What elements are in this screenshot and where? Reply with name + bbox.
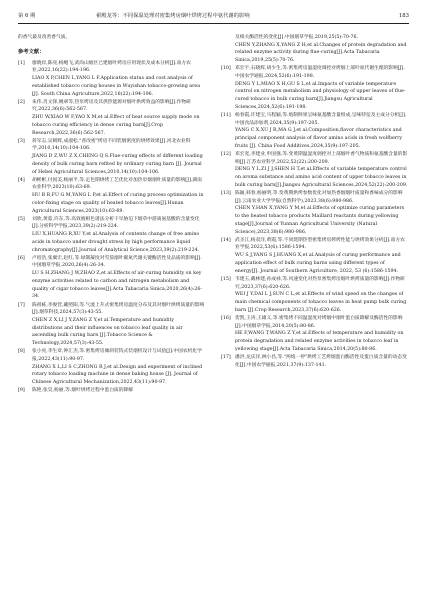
reference-number: [17] xyxy=(221,354,231,360)
reference-number: [10] xyxy=(221,66,231,72)
right-column xyxy=(221,34,409,589)
reference-number: [7] xyxy=(18,302,25,308)
reference-chinese-text: 陈颖,韩春,杨丽明,等.变黄期烘烤参数优化对加热香烟烟叶质量和香味成分的影响[J].云南农业大学学报(自然科学),2023,38(6):980-986. xyxy=(235,191,403,204)
reference-number: [6] xyxy=(18,255,25,261)
reference-entry xyxy=(221,151,409,190)
reference-number: [15] xyxy=(221,276,231,282)
reference-english-text: CHEN Z X,LI J Y,ZANG Z Y,et al.Temperature and humidity distributions and their influences on tobacco leaf quality in air ascending bulk curing barn [J].Tobacco Science & Technology,2024,57(3):43-55. xyxy=(32,317,183,347)
reference-entry xyxy=(18,302,206,348)
reference-english-text: ZHU W,XIAO W F,YAO X M,et al.Effect of heat source supply mode on tobacco curing efficiency in dense curing barn[J].Crop Research,2022,36(6):562-567. xyxy=(32,115,200,136)
reference-entry xyxy=(18,99,206,138)
left-column xyxy=(18,34,206,589)
reference-number: [8] xyxy=(18,349,25,355)
reference-chinese-text: 杨春霞,许建宝,马程颖,等.炮制鲜果呈味氨基酸含量组成,呈味特征及主成分分析[J].中国食品添加剂,2024,35(9):197-205. xyxy=(235,113,407,126)
reference-number: [16] xyxy=(221,315,231,321)
reference-chinese-text: 韦建玉,戴林建,孙成禄,等.风速变化对热泵密集烤房烟叶烘烤质量的影响[J].作物研究,2023,37(6):620-626. xyxy=(235,276,405,290)
reference-chinese-text: 邓宏宇,石晓辉,胡少生,等.密集烤房温湿度调控对烤烟上部叶氮代谢生理的影响[J].中国农学通报,2024,52(6):191-198. xyxy=(235,66,405,80)
header-rule xyxy=(18,23,409,24)
reference-entry xyxy=(221,237,409,276)
reference-entry xyxy=(18,216,206,255)
reference-chinese-text: 张小亮,李生章,钟汇杰,等.密集烤房倾斜装钩式装烟机设计与试验[J].中国农机化学报,2022,43(11):90-97. xyxy=(32,349,202,362)
reference-chinese-text: 胡彬彬,付国美,杨丽平,等.定色期烘烤工艺优化对加热泵烟烟叶质量的影响[J].湖南农业科学,2023(10):63-69. xyxy=(32,177,202,191)
reference-english-text: WU S J,YANG S J,HUANG X,et al.Analysis of curing performance and application effect of bulk curing barns using different types of energy[J]. Journal of Southern Agriculture, 2022, 53 (6):1586-1594. xyxy=(235,253,401,274)
reference-chinese-text: 武圣江,杨双洋,黄霞,等.不同烧期热型密集烤房烤烤性能与烘烤效果分析[J].南方农业学报,2022,53(6):1586-1594. xyxy=(235,237,405,251)
reference-number: [12] xyxy=(221,152,231,158)
reference-number: [2] xyxy=(18,99,25,105)
reference-entry xyxy=(18,60,206,99)
reference-entry xyxy=(18,348,206,387)
reference-english-text: YANG C X,XU J R,MA G J,et al.Composition,flavor characteristics and principal component analysis of flavor amino acids in fresh wolfberry fruits [J]. China Food Additives,2024,35(9):197-205. xyxy=(235,128,403,149)
reference-number: [5] xyxy=(18,216,25,222)
reference-english-text: DENG Y L,ZI J J,SHEN H T,et al.Effects of variable temperature control on aroma substance and amino acid content of upper tobacco leaves in bulk curing barn[J].Jiangsu Agricultural Sciences,2024,52(22):200-209. xyxy=(235,167,408,188)
reference-entry xyxy=(18,255,206,301)
reference-english-text: LU S H,ZHANG J W,ZHAO Z,et al.Effects of air-curing humidity on key enzyme activities related to carbon and nitrogen metabolism and quality of cigar tobacco leaves[J].Acta Tabacaria Sinica,2020,26(4):26-34. xyxy=(32,271,203,300)
reference-chinese-text: 刘欣,黄茹,许东,等.高效液相色谱法分析干旱胁迫下烟草中游离氨基酸的含量变化[J].分析科学学报,2023,39(2):219-224. xyxy=(32,216,200,230)
reference-chinese-text: 邓宏宽,李建业,申国强,等.变黄期温湿度调控对上部烟叶香气物质和氨基酸含量的影响[J].江苏农业科学,2022,52(22):200-209. xyxy=(235,152,408,165)
references-heading: 参考文献： xyxy=(18,48,45,55)
page-number: 183 xyxy=(398,13,409,19)
reference-number: [11] xyxy=(221,113,231,119)
reference-entry xyxy=(221,315,409,354)
reference-list-left xyxy=(18,60,206,395)
reference-number: [13] xyxy=(221,191,231,197)
reference-english-text: DENG Y L,MIAO X H,GU S L,et al.Impacts of variable temperature control on nitrogen metabolism and physiology of upper leaves of flue-cured tobacco in bulk curing barn[J].Jiangsu Agricultural Sciences,2024,52(6):191-198. xyxy=(235,81,406,110)
reference-entry xyxy=(221,112,409,151)
reference-english-text: CHEN Y,ZHANG X,YANG Z H,et al.Changes of protein degradation and related enzyme activity during flue-curing[J].Acta Tabacaria Sinica,2019,25(5):70-76. xyxy=(235,42,407,64)
running-title: 翟殿龙等：不同保温处理对密集烤房烟叶烘烤过程中氨代谢的影响 xyxy=(96,13,250,19)
reference-english-text: ZHANG X L,LI S C,ZHONG R J,et al.Design and experiment of inclined rotary tobacco loading machine in dense baking house [J]. Journal of Chinese Agricultural Mechanization,2022,43(11):90-97. xyxy=(32,364,203,386)
issue-number: 第 6 期 xyxy=(18,13,36,19)
reference-entry xyxy=(221,354,409,369)
reference-chinese-text: 陈祖栋,李俊营,藏照阳,等.气流上升式密集烤房温度分布及其对烟叶烘烤质量的影响[J].烟草科技,2024,57(3):43-55. xyxy=(32,302,205,316)
reference-chinese-text: 朱伟,肖文锋,姚翠等,热泵烤房及其供热能源对烟叶烘烤效益的影响[J].作物研究,2022,36(6):562-567. xyxy=(32,99,191,113)
reference-chinese-text: 贺凯,王涛,王雄义,等.密集烤不同温湿度对烤烟中烟叶蛋白质降解及酶活性的影响[J].中国烟草学报,2014,20(5):80-86. xyxy=(235,315,403,329)
reference-number: [3] xyxy=(18,138,25,144)
reference-number: [1] xyxy=(18,60,25,66)
reference-entry xyxy=(221,276,409,315)
reference-number: [4] xyxy=(18,177,25,183)
reference-list-right xyxy=(221,34,409,369)
reference-chinese-text: 陈艳,张昊,杨丽,等.烟叶烘烤过程中蛋白质的降解 xyxy=(32,388,134,394)
reference-entry xyxy=(221,65,409,111)
reference-chinese-text: 廖晓岸,陈亮,杨飏飞,武尚山烟区已建烟叶烤房应用现状及成本分析[J].南方农业,2022,16(22):194-196. xyxy=(32,60,191,74)
reference-english-text: LIAO X P,CHEN L,YANG L F.Application status and cost analysis of established tobacco curing houses in Wuyishan tobacco-growing area [J]. South China Agriculture,2022,16(22):194-196. xyxy=(32,76,201,97)
reference-chinese-text: 及相关酶活性的变化[J].中国烟草学报,2019,25(5):70-76. xyxy=(235,35,359,40)
running-header xyxy=(18,10,409,22)
reference-chinese-text: 卢绍浩,张翼宏,赵红,等.绿制凝度对雪茄烟叶碳氮代谢关键酶活性及品质的影响[J].中国烟草学报,2020,26(4):26-34. xyxy=(32,255,202,269)
reference-entry xyxy=(18,138,206,177)
body-tail-text: 的香气最及改善香气质。 xyxy=(18,35,71,40)
reference-english-text: HU B B,FU G M,YANG L P,et al.Effect of curing process optimization in color-fixing stage on quality of heated tobacco leaves[J].Hunan Agricultural Sciences,2023(10):63-69. xyxy=(32,193,204,214)
reference-chinese-text: 蒋军志,吴朝辉,成淑松."普改密"烤房不同装烟密度的烘烤效果[J].河北农业科学,2010,14(10):104-106. xyxy=(32,138,191,152)
reference-english-text: CHEN Y,HAN X,YANG Y M,et al.Effects of optimize curing parameters to the heated tobacco products Maillard reactants during yellowing stage[J].Journal of Yunnan Agricultural University (Natural Science),2023,38(6):980-986. xyxy=(235,206,405,235)
reference-english-text: WEI J Y,DAI L J,SUN C L,et al.Effects of wind speed on the changes of main chemical components of tobacco leaves in heat pump bulk curing barn [J].Crop Research,2023,37(6):620-626. xyxy=(235,292,407,313)
reference-entry xyxy=(221,190,409,236)
reference-entry xyxy=(18,387,206,395)
reference-english-text: HE F,WANG T,WANG Z Y,et al.Effects of temperature and humidity on protein degradation and related enzyme activities in tobacco leaf in yellowing stage[J].Acta Tabacaria Sinica,2014,20(5):80-86. xyxy=(235,331,404,352)
reference-chinese-text: 潘洪,龙庆洋,林小昌,等."两炮一停"烘烤工艺烤烟蛋白酶活性及蛋白质含量的动态变化[J].中国农学通报,2021,37(9):137-141. xyxy=(235,354,407,368)
reference-entry xyxy=(18,177,206,216)
reference-english-text: JIANG D Z,WU Z X,CHENG Q S.Flue-curing effects of different loading density of bulk curing barn refited by ordinary curing barn [J]. Journal of Hebei Agricultural Sciences,2010,14(10):104-106. xyxy=(32,154,203,175)
reference-number: [9] xyxy=(18,388,25,394)
reference-english-text: LIU X,HUANG R,XU Y,et al.Analysis of contents change of free amino acids in tobacco under drought stress by high performance liquid chromatography[J].Journal of Analytical Science,2023,39(2):219-224. xyxy=(32,232,200,253)
reference-number: [14] xyxy=(221,237,231,243)
reference-entry xyxy=(221,34,409,65)
